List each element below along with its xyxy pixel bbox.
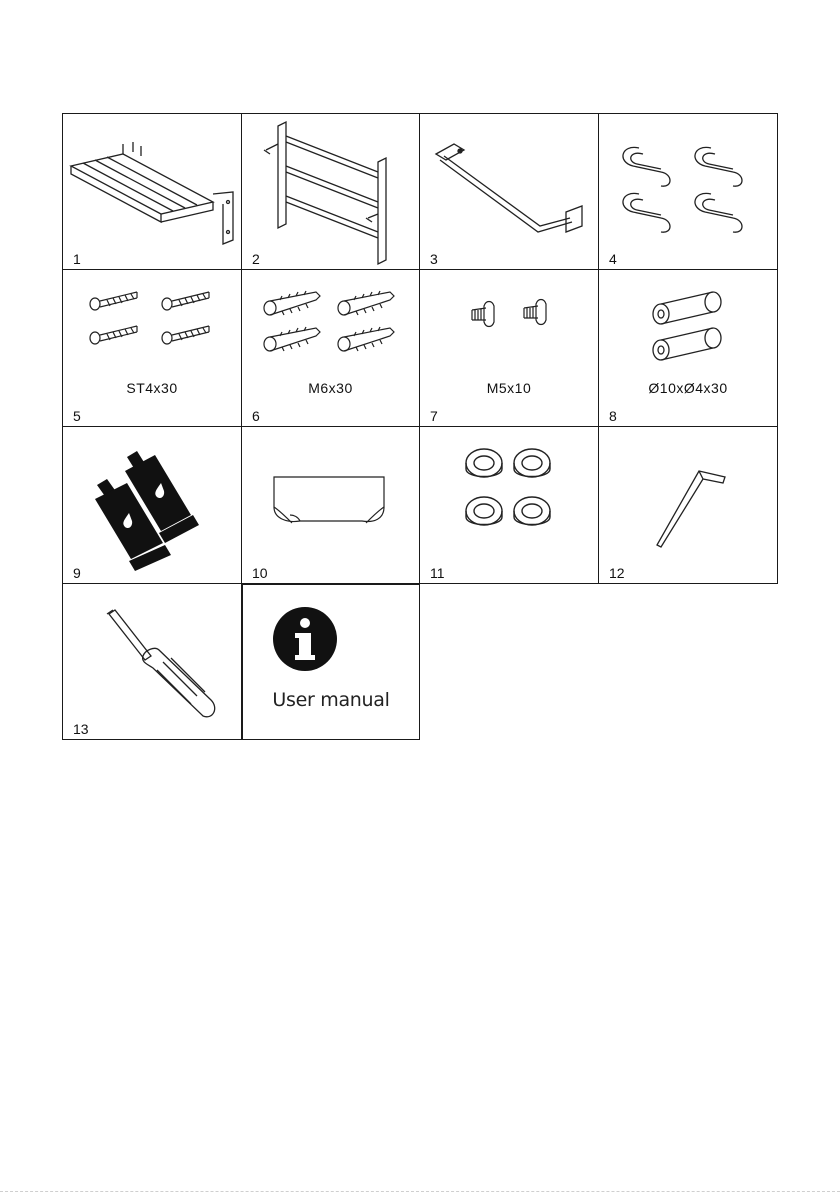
cover-cap-icon — [242, 427, 421, 585]
wall-plugs-icon — [242, 270, 421, 428]
s-hooks-icon — [599, 114, 779, 271]
part-number: 3 — [430, 251, 438, 267]
part-size-label: Ø10xØ4x30 — [648, 380, 728, 396]
screws-icon — [63, 270, 243, 428]
part-10-cell — [241, 426, 420, 584]
part-size-label: M5x10 — [486, 380, 532, 396]
bolts-icon — [420, 270, 600, 428]
part-number: 5 — [73, 408, 81, 424]
part-3-cell — [419, 113, 599, 270]
towel-bar-frame-icon — [242, 114, 421, 271]
part-number: 11 — [430, 565, 445, 581]
part-number: 9 — [73, 565, 81, 581]
part-13-cell — [62, 583, 242, 740]
bent-rail-icon — [420, 114, 600, 271]
info-icon — [243, 585, 421, 741]
user-manual-label: User manual — [272, 689, 390, 711]
part-number: 13 — [73, 721, 89, 737]
glue-tubes-icon — [63, 427, 243, 585]
part-8-cell — [598, 269, 778, 427]
part-7-cell — [419, 269, 599, 427]
part-number: 12 — [609, 565, 625, 581]
spacer-tubes-icon — [599, 270, 779, 428]
part-4-cell — [598, 113, 778, 270]
part-11-cell — [419, 426, 599, 584]
part-number: 8 — [609, 408, 617, 424]
part-number: 7 — [430, 408, 438, 424]
part-size-label: M6x30 — [308, 380, 353, 396]
part-1-cell — [62, 113, 242, 270]
part-12-cell — [598, 426, 778, 584]
part-number: 4 — [609, 251, 617, 267]
part-size-label: ST4x30 — [126, 380, 178, 396]
part-5-cell — [62, 269, 242, 427]
part-number: 1 — [73, 251, 81, 267]
part-6-cell — [241, 269, 420, 427]
allen-key-icon — [599, 427, 779, 585]
rubber-rings-icon — [420, 427, 600, 585]
part-number: 10 — [252, 565, 268, 581]
part-9-cell — [62, 426, 242, 584]
part-number: 6 — [252, 408, 260, 424]
part-number: 2 — [252, 251, 260, 267]
user-manual-cell — [242, 584, 420, 740]
part-2-cell — [241, 113, 420, 270]
screwdriver-icon — [63, 584, 243, 741]
towel-rack-shelf-icon — [63, 114, 243, 271]
